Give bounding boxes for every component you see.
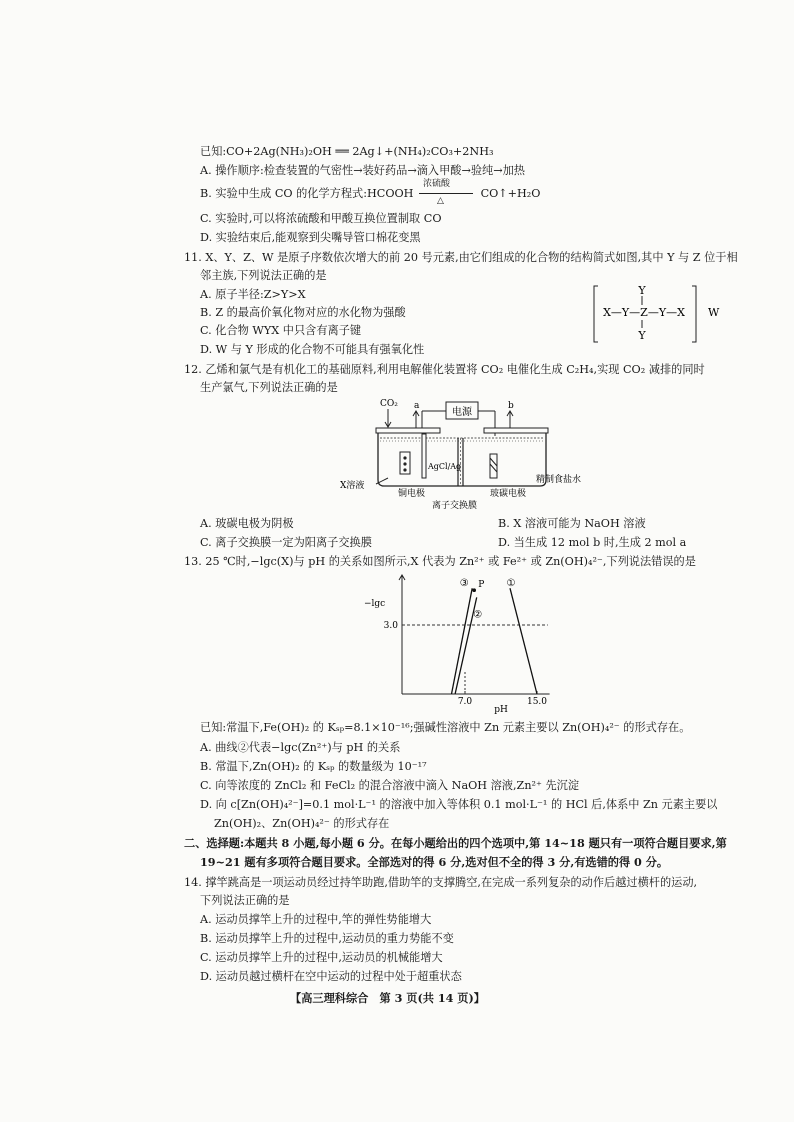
glassy-carbon-label: 玻碳电极 bbox=[490, 489, 527, 499]
q10-option-b bbox=[200, 179, 541, 206]
q10-known: 已知:CO+2Ag(NH₃)₂OH ══ 2Ag↓+(NH₄)₂CO₃+2NH₃ bbox=[200, 145, 494, 158]
q14-option-b: B. 运动员撑竿上升的过程中,运动员的重力势能不变 bbox=[200, 932, 454, 945]
y-tick-3: 3.0 bbox=[383, 621, 398, 631]
q14-stem-line1: 14. 撑竿跳高是一项运动员经过持竿助跑,借助竿的支撑腾空,在完成一系列复杂的动作后越过横杆的运动, bbox=[184, 876, 698, 889]
agcl-ag-label: AgCl/Ag bbox=[428, 462, 462, 471]
section2-heading-line2: 19~21 题有多项符合题目要求。全部选对的得 6 分,选对但不全的得 3 分,有选错的得 0 分。 bbox=[200, 855, 669, 869]
q14-option-d: D. 运动员越过横杆在空中运动的过程中处于超重状态 bbox=[200, 970, 462, 983]
q10-option-b-rhs: CO↑+H₂O bbox=[480, 187, 541, 200]
arrow-condition-bottom: △ bbox=[437, 196, 444, 206]
q11-stem-line1: 11. X、Y、Z、W 是原子序数依次增大的前 20 号元素,由它们组成的化合物的结构简式如图,其中 Y 与 Z 位于相 bbox=[184, 251, 738, 264]
q12-option-d: D. 当生成 12 mol b 时,生成 2 mol a bbox=[498, 536, 687, 549]
point-p-label: P bbox=[478, 580, 485, 591]
q10-option-b-lhs: B. 实验中生成 CO 的化学方程式:HCOOH bbox=[200, 187, 414, 200]
q12-option-c: C. 离子交换膜一定为阳离子交换膜 bbox=[200, 536, 372, 549]
power-supply-label: 电源 bbox=[452, 407, 472, 418]
y-axis-label: −lgc bbox=[364, 599, 386, 609]
membrane-label: 离子交换膜 bbox=[432, 501, 478, 510]
struct-cation: W bbox=[708, 306, 720, 319]
series-label-1: ② bbox=[473, 609, 483, 621]
point-p bbox=[472, 588, 476, 592]
q12-option-a: A. 玻碳电极为阴极 bbox=[200, 517, 294, 530]
q11-structure-diagram bbox=[592, 280, 732, 348]
series-label-2: ③ bbox=[459, 578, 469, 590]
x-axis-label: pH bbox=[494, 705, 508, 715]
co2-label: CO₂ bbox=[380, 399, 398, 409]
series-line-2 bbox=[452, 588, 473, 694]
q12-electrolysis-diagram bbox=[340, 396, 600, 510]
x-tick-label-1: 15.0 bbox=[526, 697, 548, 707]
struct-main-chain: X—Y—Z—Y—X bbox=[603, 306, 685, 319]
gas-a-label: a bbox=[414, 401, 420, 411]
q13-option-a: A. 曲线②代表−lgc(Zn²⁺)与 pH 的关系 bbox=[200, 741, 401, 754]
q11-option-d: D. W 与 Y 形成的化合物不可能具有强氧化性 bbox=[200, 343, 425, 356]
series-label-0: ① bbox=[506, 578, 516, 590]
q11-option-a: A. 原子半径:Z>Y>X bbox=[200, 288, 306, 301]
q14-option-c: C. 运动员撑竿上升的过程中,运动员的机械能增大 bbox=[200, 951, 443, 964]
gas-b-label: b bbox=[508, 401, 514, 411]
q14-option-a: A. 运动员撑竿上升的过程中,竿的弹性势能增大 bbox=[200, 913, 432, 926]
q13-option-d-line1: D. 向 c[Zn(OH)₄²⁻]=0.1 mol·L⁻¹ 的溶液中加入等体积 0.1 mol·L⁻¹ 的 HCl 后,体系中 Zn 元素主要以 bbox=[200, 798, 718, 811]
struct-bottom: Y bbox=[638, 329, 646, 342]
q13-stem: 13. 25 ℃时,−lgc(X)与 pH 的关系如图所示,X 代表为 Zn²⁺ 或 Fe²⁺ 或 Zn(OH)₄²⁻,下列说法错误的是 bbox=[184, 555, 696, 568]
section2-heading-line1: 二、选择题:本题共 8 小题,每小题 6 分。在每小题给出的四个选项中,第 14~18 题只有一项符合题目要求,第 bbox=[184, 836, 727, 850]
q13-option-c: C. 向等浓度的 ZnCl₂ 和 FeCl₂ 的混合溶液中滴入 NaOH 溶液,Zn²⁺ 先沉淀 bbox=[200, 779, 580, 792]
q10-option-d: D. 实验结束后,能观察到尖嘴导管口棉花变黑 bbox=[200, 231, 421, 244]
q11-stem-line2: 邻主族,下列说法正确的是 bbox=[200, 269, 327, 282]
x-tick-label-0: 7.0 bbox=[457, 697, 473, 707]
struct-top: Y bbox=[638, 284, 646, 297]
q13-option-b: B. 常温下,Zn(OH)₂ 的 Kₛₚ 的数量级为 10⁻¹⁷ bbox=[200, 760, 427, 773]
q13-known: 已知:常温下,Fe(OH)₂ 的 Kₛₚ=8.1×10⁻¹⁶;强碱性溶液中 Zn 元素主要以 Zn(OH)₄²⁻ 的形式存在。 bbox=[200, 721, 691, 734]
q11-option-b: B. Z 的最高价氧化物对应的水化物为强酸 bbox=[200, 306, 406, 319]
q11-option-c: C. 化合物 WYX 中只含有离子键 bbox=[200, 324, 362, 337]
q10-option-c: C. 实验时,可以将浓硫酸和甲酸互换位置制取 CO bbox=[200, 212, 442, 225]
series-line-0 bbox=[510, 588, 537, 694]
q12-stem-line1: 12. 乙烯和氯气是有机化工的基础原料,利用电解催化装置将 CO₂ 电催化生成 C₂H₄,实现 CO₂ 减排的同时 bbox=[184, 363, 705, 376]
q12-stem-line2: 生产氯气,下列说法正确的是 bbox=[200, 381, 338, 394]
arrow-condition-top: 浓硫酸 bbox=[423, 179, 451, 189]
q12-option-b: B. X 溶液可能为 NaOH 溶液 bbox=[498, 517, 646, 530]
copper-electrode-label: 铜电极 bbox=[398, 489, 426, 499]
q13-option-d-line2: Zn(OH)₂、Zn(OH)₄²⁻ 的形式存在 bbox=[214, 817, 390, 830]
page-footer: 【高三理科综合 第 3 页(共 14 页)】 bbox=[290, 991, 485, 1005]
x-solution-label: X溶液 bbox=[340, 481, 365, 491]
q13-chart bbox=[360, 572, 560, 718]
q10-option-a: A. 操作顺序:检查装置的气密性→装好药品→滴入甲酸→验纯→加热 bbox=[200, 164, 525, 177]
brine-label: 精制食盐水 bbox=[536, 475, 582, 485]
reaction-arrow bbox=[417, 179, 477, 206]
q14-stem-line2: 下列说法正确的是 bbox=[200, 894, 290, 907]
